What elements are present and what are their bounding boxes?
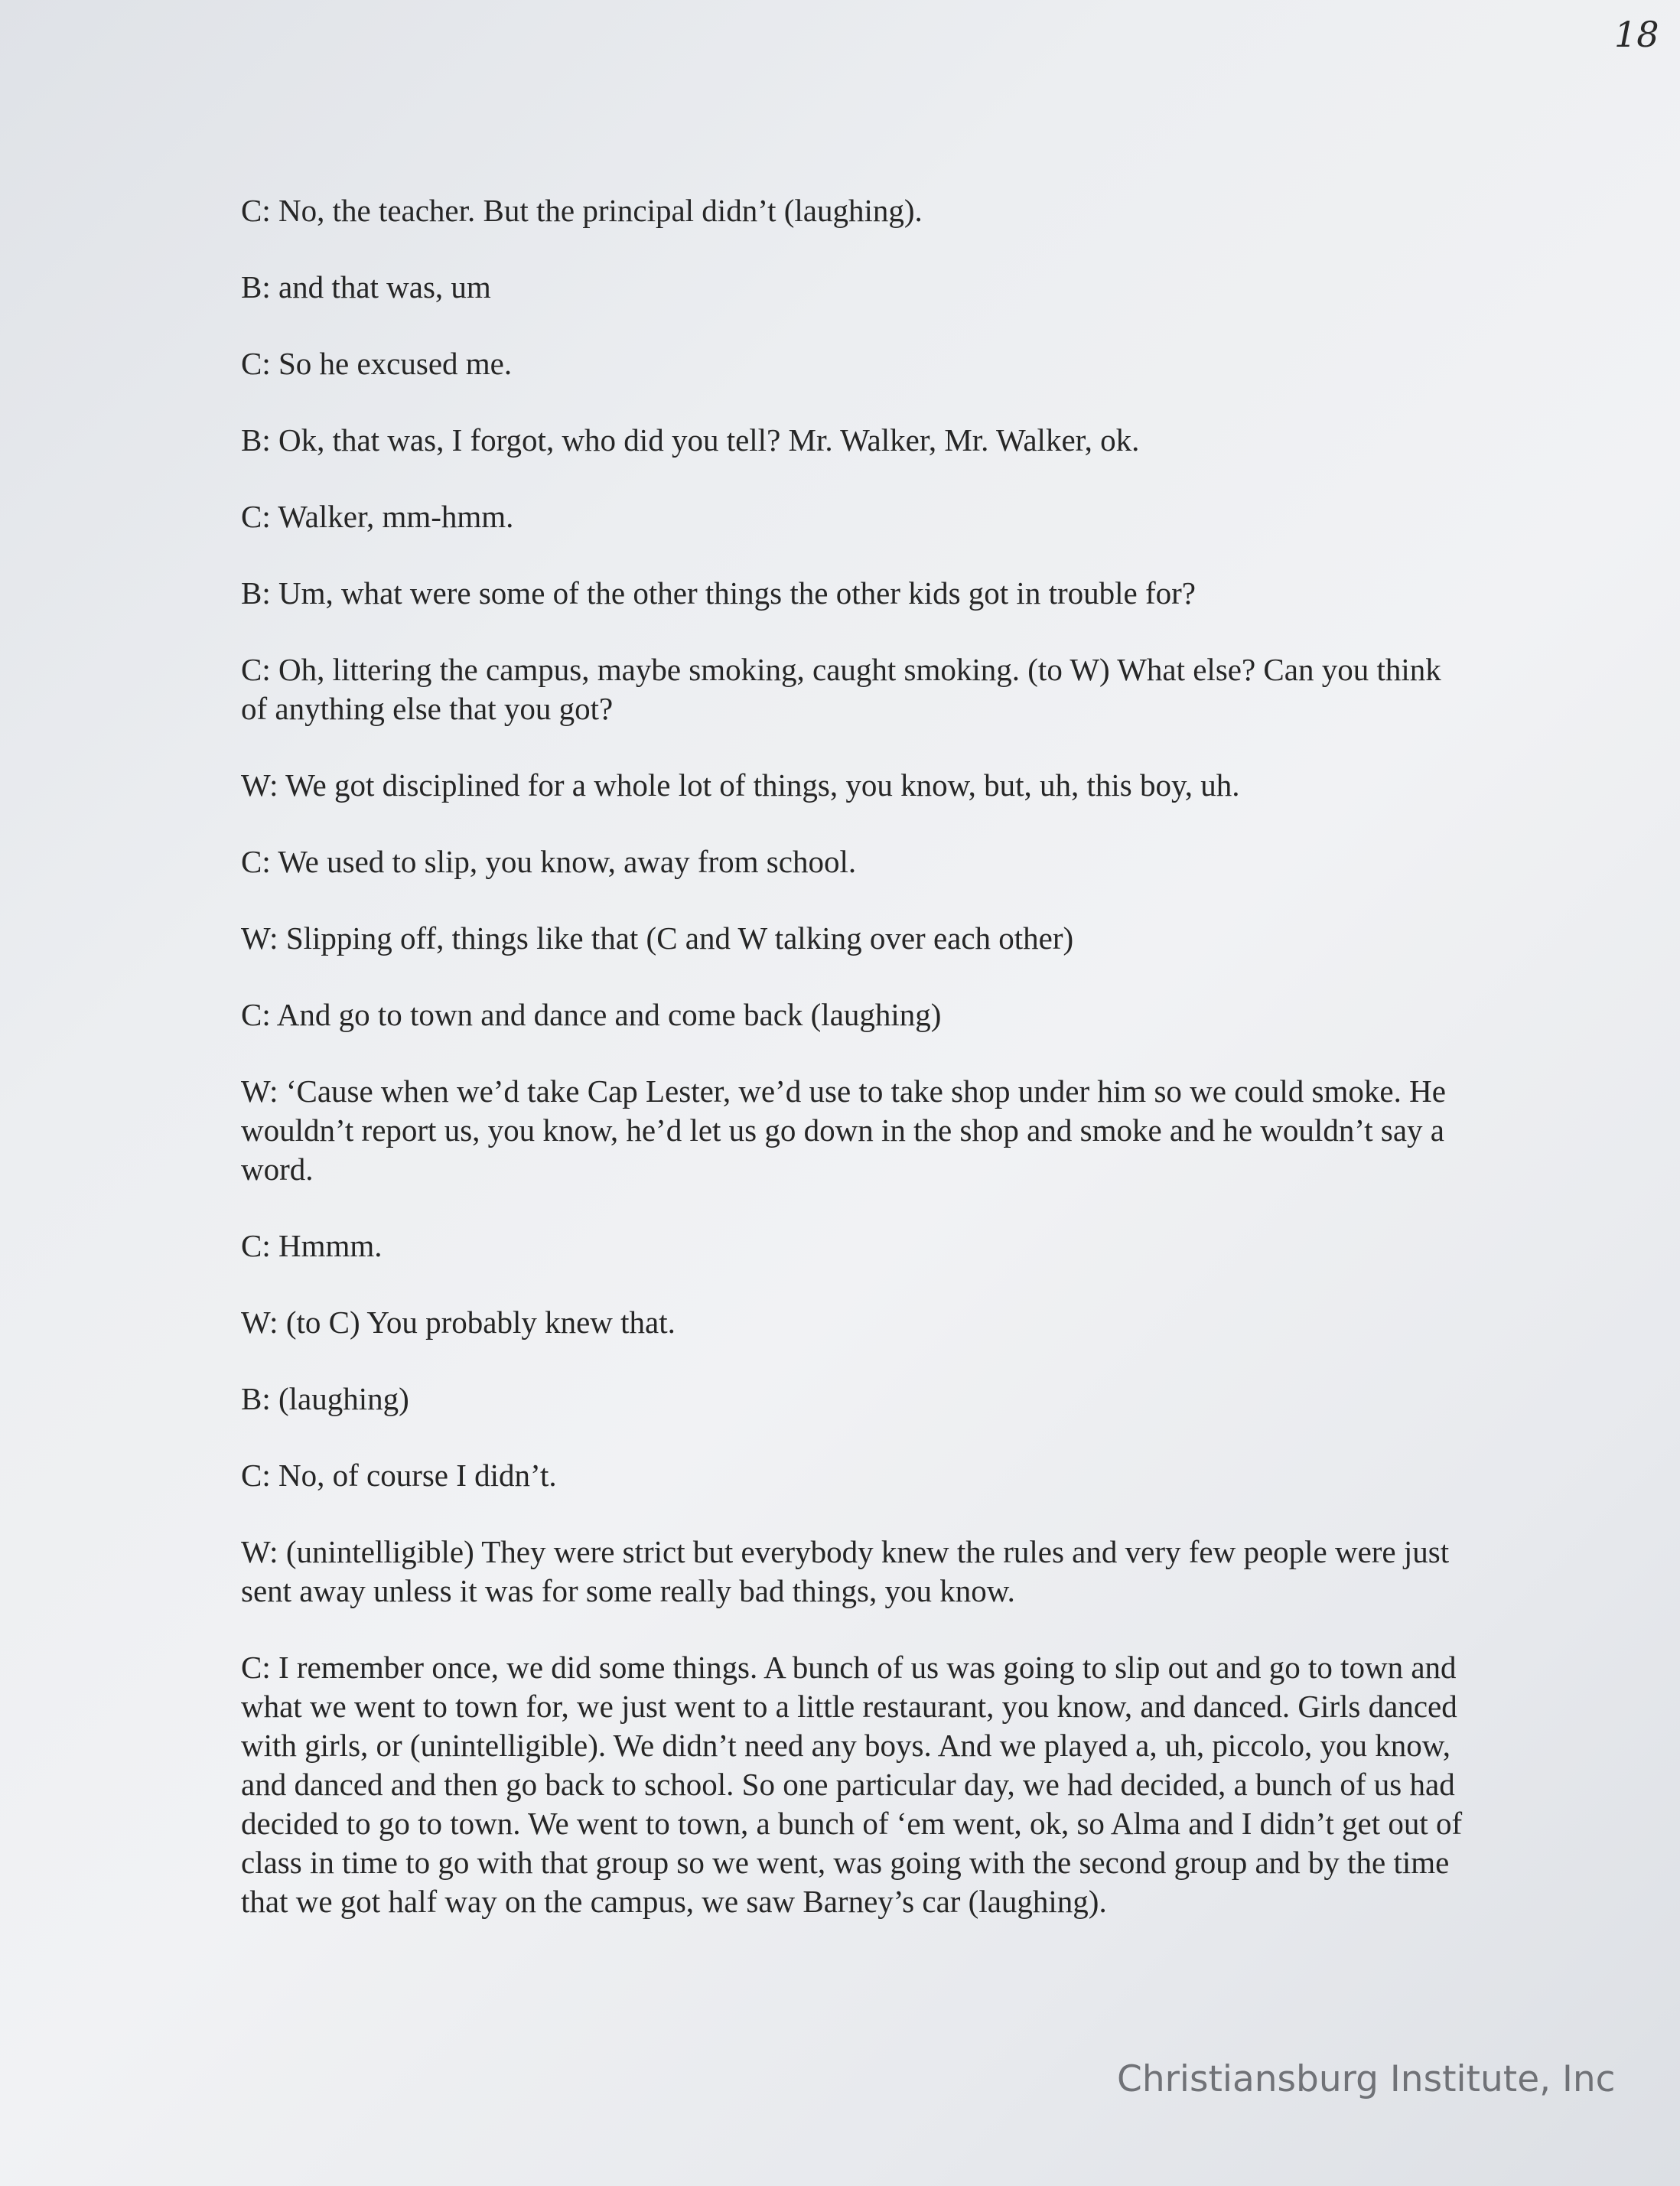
transcript-turn: W: (unintelligible) They were strict but everybody knew the rules and very few people were just sent away unless it was for some really bad things, you know. xyxy=(241,1534,1450,1608)
transcript-turn: C: And go to town and dance and come back (laughing) xyxy=(241,997,942,1032)
footer-watermark: Christiansburg Institute, Inc xyxy=(1117,2058,1616,2100)
transcript-turn: C: Hmmm. xyxy=(241,1228,383,1263)
transcript-turn: C: Walker, mm-hmm. xyxy=(241,499,514,534)
transcript-turn: C: No, the teacher. But the principal didn’t (laughing). xyxy=(241,193,923,228)
transcript-turn: B: (laughing) xyxy=(241,1381,409,1416)
transcript-turn: W: (to C) You probably knew that. xyxy=(241,1305,676,1340)
transcript-turn: C: No, of course I didn’t. xyxy=(241,1458,557,1493)
transcript-turn: B: and that was, um xyxy=(241,269,491,305)
transcript-turn: B: Um, what were some of the other things the other kids got in trouble for? xyxy=(241,575,1196,611)
transcript-body xyxy=(241,191,1473,1959)
page-number: 18 xyxy=(1614,14,1659,55)
transcript-turn: C: I remember once, we did some things. A bunch of us was going to slip out and go to town and what we went to town for, we just went to a little restaurant, you know, and danced. Girls danced with girls, or (unintelligible). We didn’t need any boys. And we played a, uh, piccolo, you know, and danced and then go back to school. So one particular day, we had decided, a bunch of us had decided to go to town. We went to town, a bunch of ‘em went, ok, so Alma and I didn’t get out of class in time to go with that group so we went, was going with the second group and by the time that we got half way on the campus, we saw Barney’s car (laughing). xyxy=(241,1650,1463,1919)
transcript-turn: W: ‘Cause when we’d take Cap Lester, we’d use to take shop under him so we could smoke. He wouldn’t report us, you know, he’d let us go down in the shop and smoke and he wouldn’t say a word. xyxy=(241,1073,1446,1187)
transcript-turn: C: Oh, littering the campus, maybe smoking, caught smoking. (to W) What else? Can you think of anything else that you got? xyxy=(241,652,1441,726)
transcript-turn: W: Slipping off, things like that (C and W talking over each other) xyxy=(241,920,1074,956)
transcript-turn: C: We used to slip, you know, away from school. xyxy=(241,844,857,879)
transcript-turn: C: So he excused me. xyxy=(241,346,513,381)
transcript-turn: W: We got disciplined for a whole lot of things, you know, but, uh, this boy, uh. xyxy=(241,767,1240,803)
transcript-turn: B: Ok, that was, I forgot, who did you tell? Mr. Walker, Mr. Walker, ok. xyxy=(241,422,1140,458)
